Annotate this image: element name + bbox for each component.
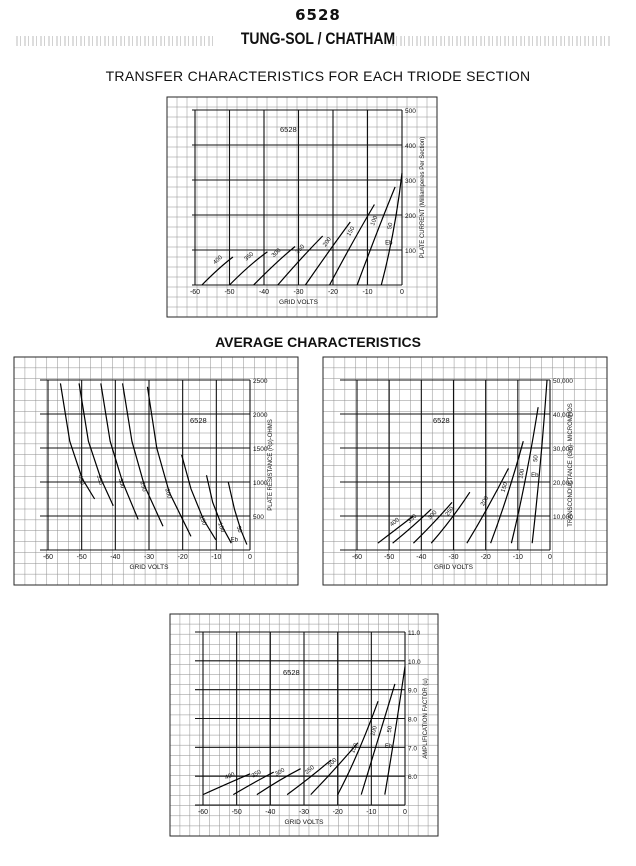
curve-label: 300 xyxy=(427,509,439,522)
x-tick-label: -20 xyxy=(480,554,491,561)
x-tick-label: -10 xyxy=(362,289,373,296)
y-tick-label: 9.0 xyxy=(408,687,418,695)
eb-tag: Eb xyxy=(230,537,239,544)
x-tick-label: -20 xyxy=(177,554,188,561)
curve-label: 50 xyxy=(234,525,243,534)
eb-tag: Eb xyxy=(531,473,539,479)
curve-label: 100 xyxy=(518,468,527,480)
curve-label: 400 xyxy=(76,474,85,486)
y-tick-label: 7.0 xyxy=(408,745,418,753)
y-tick-label: 10,000 xyxy=(553,514,573,521)
y-tick-label: 11.0 xyxy=(408,630,421,637)
x-tick-label: -50 xyxy=(76,554,87,561)
x-tick-label: -40 xyxy=(416,554,427,561)
y-tick-label: 1000 xyxy=(253,480,268,487)
x-axis-title: GRID VOLTS xyxy=(279,299,318,306)
transfer-section-title: TRANSFER CHARACTERISTICS FOR EACH TRIODE SECTION xyxy=(105,68,531,84)
curve-200 xyxy=(305,222,350,285)
grid-fine xyxy=(167,97,437,317)
x-tick-label: -10 xyxy=(366,809,377,816)
curve-label: 50 xyxy=(387,222,395,230)
curve-label: 300 xyxy=(271,247,283,259)
average-section-title: AVERAGE CHARACTERISTICS xyxy=(215,334,421,350)
curve-label: 350 xyxy=(243,251,256,263)
curve-label: 150 xyxy=(346,225,357,238)
x-tick-label: -40 xyxy=(265,809,276,816)
curve-label: 250 xyxy=(304,764,316,776)
curve-label: 350 xyxy=(406,513,419,525)
curve-250 xyxy=(431,492,470,543)
y-axis-title: TRANSCONDUCTANCE (Gm)- MICROMHOS xyxy=(568,403,574,527)
curve-label: 400 xyxy=(389,517,401,529)
x-tick-label: -40 xyxy=(258,289,270,296)
brand-logo-text: TUNG-SOL / CHATHAM xyxy=(240,28,396,48)
x-tick-label: -20 xyxy=(332,809,343,816)
curve-label: 400 xyxy=(224,771,236,782)
curve-label: 350 xyxy=(250,769,263,780)
panel-label: 6528 xyxy=(190,416,207,425)
panel-label: 6528 xyxy=(283,668,300,677)
curve-label: 150 xyxy=(500,481,510,494)
curve-300 xyxy=(101,383,138,519)
tube-type-title: 6528 xyxy=(295,6,341,24)
curve-label: 100 xyxy=(370,215,380,227)
curve-label: 250 xyxy=(444,505,456,518)
y-tick-label: 300 xyxy=(405,178,416,185)
eb-tag: Eb xyxy=(385,240,393,247)
x-tick-label: -60 xyxy=(197,809,209,816)
grid-fine xyxy=(323,357,607,585)
y-tick-label: 500 xyxy=(405,108,416,115)
x-tick-label: -10 xyxy=(512,554,523,561)
curve-label: 350 xyxy=(94,474,104,486)
x-tick-label: -50 xyxy=(384,554,395,561)
y-tick-label: 40,000 xyxy=(553,412,573,419)
chart-transfer xyxy=(167,97,437,317)
curve-350 xyxy=(393,509,432,543)
chart-amplification-factor xyxy=(170,614,438,836)
y-tick-label: 400 xyxy=(405,143,416,150)
y-axis-title: AMPLIFICATION FACTOR (u) xyxy=(423,678,429,759)
curve-label: 150 xyxy=(350,742,360,755)
y-tick-label: 1500 xyxy=(253,446,268,453)
curve-250 xyxy=(278,236,323,285)
y-axis-title: PLATE RESISTANCE (Rp)-OHMS xyxy=(268,419,274,511)
y-tick-label: 8.0 xyxy=(408,716,418,724)
x-tick-label: 0 xyxy=(400,289,404,296)
panel-label: 6528 xyxy=(433,416,450,425)
y-tick-label: 100 xyxy=(405,248,416,255)
y-tick-label: 2000 xyxy=(253,412,268,419)
curve-200 xyxy=(147,387,191,537)
y-tick-label: 50,000 xyxy=(553,378,573,385)
curve-label: 200 xyxy=(480,495,491,508)
x-tick-label: -30 xyxy=(293,289,304,296)
grid-major xyxy=(340,380,550,550)
x-tick-label: -30 xyxy=(448,554,459,561)
curve-100 xyxy=(361,684,395,795)
x-tick-label: 0 xyxy=(403,809,407,816)
curve-label: 100 xyxy=(370,725,379,737)
curve-label: 200 xyxy=(163,488,172,500)
y-tick-label: 30,000 xyxy=(553,446,573,453)
curve-label: 250 xyxy=(294,243,307,256)
panel-label: 6528 xyxy=(280,125,297,134)
x-axis-title: GRID VOLTS xyxy=(284,819,324,826)
y-tick-label: 2500 xyxy=(253,378,268,385)
curve-200 xyxy=(467,468,509,543)
curve-label: 50 xyxy=(386,725,394,734)
curve-label: 50 xyxy=(533,454,540,463)
grid-fine xyxy=(14,357,298,585)
curve-label: 300 xyxy=(116,477,126,490)
curve-label: 200 xyxy=(322,236,333,249)
y-tick-label: 20,000 xyxy=(553,480,573,487)
y-axis-title: PLATE CURRENT (Milliamperes Per Section) xyxy=(420,136,426,259)
x-tick-label: -30 xyxy=(143,554,155,561)
y-tick-label: 10.0 xyxy=(408,658,421,666)
x-tick-label: -60 xyxy=(351,554,363,561)
curve-300 xyxy=(413,502,452,543)
x-tick-label: 0 xyxy=(248,554,252,561)
x-tick-label: 0 xyxy=(548,554,552,561)
y-tick-label: 500 xyxy=(253,514,264,521)
curve-label: 300 xyxy=(274,767,287,778)
y-tick-label: 200 xyxy=(405,213,416,220)
x-tick-label: -40 xyxy=(110,554,121,561)
x-tick-label: -50 xyxy=(231,809,242,816)
x-tick-label: -10 xyxy=(211,554,222,561)
x-tick-label: -20 xyxy=(327,289,339,296)
chart-plate-resistance xyxy=(14,357,298,585)
x-tick-label: -30 xyxy=(298,809,310,816)
x-tick-label: -60 xyxy=(42,554,54,561)
x-tick-label: -50 xyxy=(224,289,235,296)
curve-label: 100 xyxy=(216,521,226,534)
x-axis-title: GRID VOLTS xyxy=(129,564,169,571)
x-tick-label: -60 xyxy=(189,289,201,296)
curve-label: 400 xyxy=(212,254,224,266)
x-axis-title: GRID VOLTS xyxy=(434,564,473,571)
curve-label: 200 xyxy=(327,757,339,769)
chart-transconductance xyxy=(323,357,607,585)
curve-100 xyxy=(357,187,395,285)
curve-50 xyxy=(228,482,247,545)
y-tick-label: 6.0 xyxy=(408,774,418,782)
eb-tag: Eb xyxy=(384,743,393,750)
curve-label: 150 xyxy=(197,514,207,527)
curve-label: 250 xyxy=(138,481,147,493)
